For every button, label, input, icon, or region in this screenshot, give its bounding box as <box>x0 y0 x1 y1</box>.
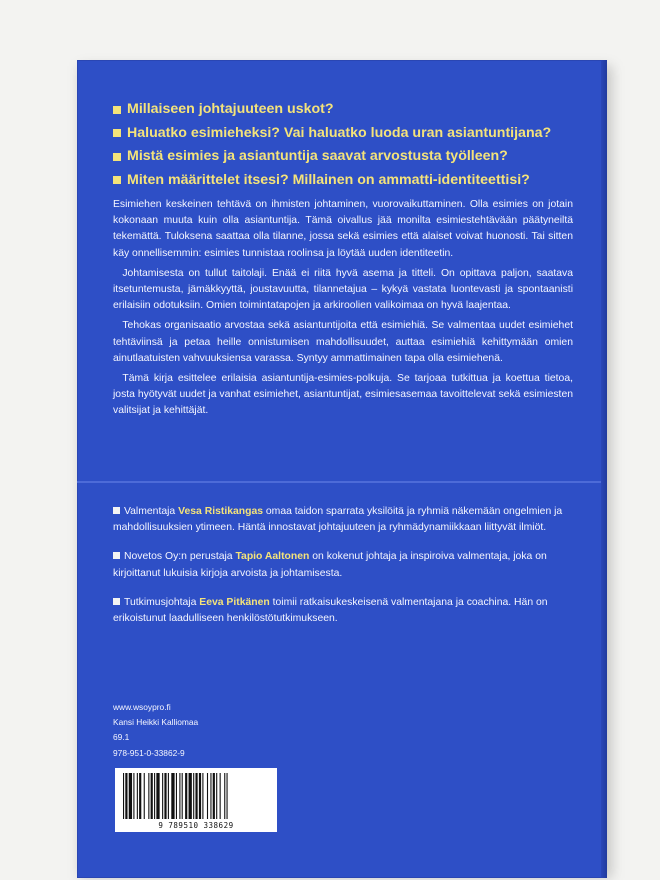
barcode-bar <box>202 773 203 819</box>
square-bullet-icon <box>113 507 120 514</box>
square-bullet-icon <box>113 552 120 559</box>
publisher-info <box>113 700 198 761</box>
author-bios <box>113 504 573 640</box>
author-description: on kokenut johtaja ja inspiroiva valmentaja, joka on kirjoittanut lukuisia kirjoja arvoista ja johtamisesta. <box>113 551 547 579</box>
barcode-bar <box>179 773 180 819</box>
barcode-bar <box>154 773 155 819</box>
library-class: 69.1 <box>113 732 130 743</box>
question-text: Mistä esimies ja asiantuntija saavat arvostusta työlleen? <box>127 148 508 164</box>
square-bullet-icon <box>113 153 121 161</box>
barcode-bar <box>182 773 183 819</box>
book-back-cover <box>77 60 607 878</box>
barcode-bar <box>151 773 153 819</box>
blurb-paragraph: Tehokas organisaatio arvostaa sekä asiantuntijoita että esimiehiä. Se valmentaa uudet esimiehet tehtäviinsä ja petaa heille onnistumisen mahdollisuudet, auttaa esimiehiä kehittymään omien ainutlaatuisten vahvuuksiensa varassa. Syntyy ammattimainen tapa olla esimiehenä. <box>113 320 573 364</box>
author-name: Vesa Ristikangas <box>178 506 264 517</box>
barcode-bar <box>210 773 211 819</box>
square-bullet-icon <box>113 176 121 184</box>
author-bio <box>113 595 573 627</box>
blurb-paragraph: Tämä kirja esittelee erilaisia asiantuntija-esimies-polkuja. Se tarjoaa tutkittua ja koettua tietoa, josta hyötyvät uudet ja vanhat esimiehet, asiantuntijat, esimiesasemaa tavoittelevat sekä esimiesten valitsijat ja kehittäjät. <box>113 373 573 417</box>
barcode-bar <box>164 773 166 819</box>
question-list <box>113 98 583 192</box>
barcode-bar <box>129 773 132 819</box>
author-description: toimii ratkaisukeskeisenä valmentajana ja coachina. Hän on erikoistunut laadulliseen henkilöstötutkimukseen. <box>113 596 548 625</box>
barcode-number: 9 789510 338629 <box>158 821 234 830</box>
barcode-bar <box>123 773 124 819</box>
author-role: Valmentaja <box>124 506 179 517</box>
blurb <box>113 197 573 424</box>
square-bullet-icon <box>113 106 121 114</box>
barcode-bar <box>199 773 201 819</box>
question-item <box>113 169 583 193</box>
barcode-bar <box>195 773 197 819</box>
square-bullet-icon <box>113 598 120 605</box>
barcode-bar <box>144 773 145 819</box>
barcode-bar <box>189 773 192 819</box>
question-item <box>113 98 583 122</box>
barcode-bar <box>162 773 163 819</box>
cover-credit: Kansi Heikki Kalliomaa <box>113 717 199 728</box>
isbn: 978-951-0-33862-9 <box>113 747 185 758</box>
barcode-bar <box>133 773 134 819</box>
question-text: Millaiseen johtajuuteen uskot? <box>127 101 334 117</box>
author-role: Novetos Oy:n perustaja <box>124 551 236 563</box>
barcode-bar <box>176 773 177 819</box>
barcode-bar <box>213 773 215 819</box>
author-name: Tapio Aaltonen <box>235 551 310 563</box>
author-bio <box>113 504 573 536</box>
barcode-bar <box>224 773 225 819</box>
barcode-bar <box>220 773 221 819</box>
barcode-bars <box>123 773 269 819</box>
cover-edge <box>601 60 607 878</box>
blurb-paragraph: Johtamisesta on tullut taitolaji. Enää ei riitä hyvä asema ja titteli. On opittava paljon, saatava itsetuntemusta, jämäkkyyttä, joustavuutta, tilannetajua – kykyä vastata luontevasti ja spontaanisti erilaisiin odotuksiin. Omien toimintatapojen ja arkiroolien valikoimaa on hyvä laajentaa. <box>113 267 573 312</box>
question-item <box>113 122 583 146</box>
barcode-bar <box>193 773 194 819</box>
barcode-bar <box>207 773 208 819</box>
publisher-url: www.wsoypro.fi <box>113 702 171 712</box>
square-bullet-icon <box>113 129 121 137</box>
barcode-bar <box>216 773 217 819</box>
blurb-paragraph: Esimiehen keskeinen tehtävä on ihmisten johtaminen, vuorovaikuttaminen. Olla esimies on jotain kokonaan muuta kuin olla asiantuntija. Tämä oivallus jää monilta esimiestehtävään päätyneiltä tekemättä. Tuloksena saattaa olla tilanne, jossa sekä esimies että alaiset voivat huonosti. Tai sitten käy onnellisemmin: esimies tunnistaa roolinsa ja löytää uuden identiteetin. <box>113 199 573 259</box>
barcode-bar <box>168 773 169 819</box>
question-text: Haluatko esimieheksi? Vai haluatko luoda uran asiantuntijana? <box>127 124 552 141</box>
barcode-bar <box>227 773 228 819</box>
author-bio <box>113 549 573 581</box>
barcode-bar <box>148 773 149 819</box>
barcode-bar <box>171 773 174 819</box>
barcode-bar <box>137 773 138 819</box>
barcode-bar <box>139 773 141 819</box>
barcode-bar <box>125 773 127 819</box>
question-item <box>113 145 583 169</box>
question-text: Miten määrittelet itsesi? Millainen on ammatti-identiteettisi? <box>127 171 530 188</box>
section-divider <box>77 481 601 483</box>
barcode-bar <box>156 773 159 819</box>
author-name: Eeva Pitkänen <box>199 596 270 608</box>
author-role: Tutkimusjohtaja <box>124 596 200 608</box>
author-description: omaa taidon sparrata yksilöitä ja ryhmiä näkemään ongelmien ja mahdollisuuksien ytimeen. Häntä innostavat johtajuuteen ja ryhmädynamiikkaan liittyvät ilmiöt. <box>113 506 563 534</box>
barcode-bar <box>185 773 187 819</box>
barcode <box>115 768 277 832</box>
